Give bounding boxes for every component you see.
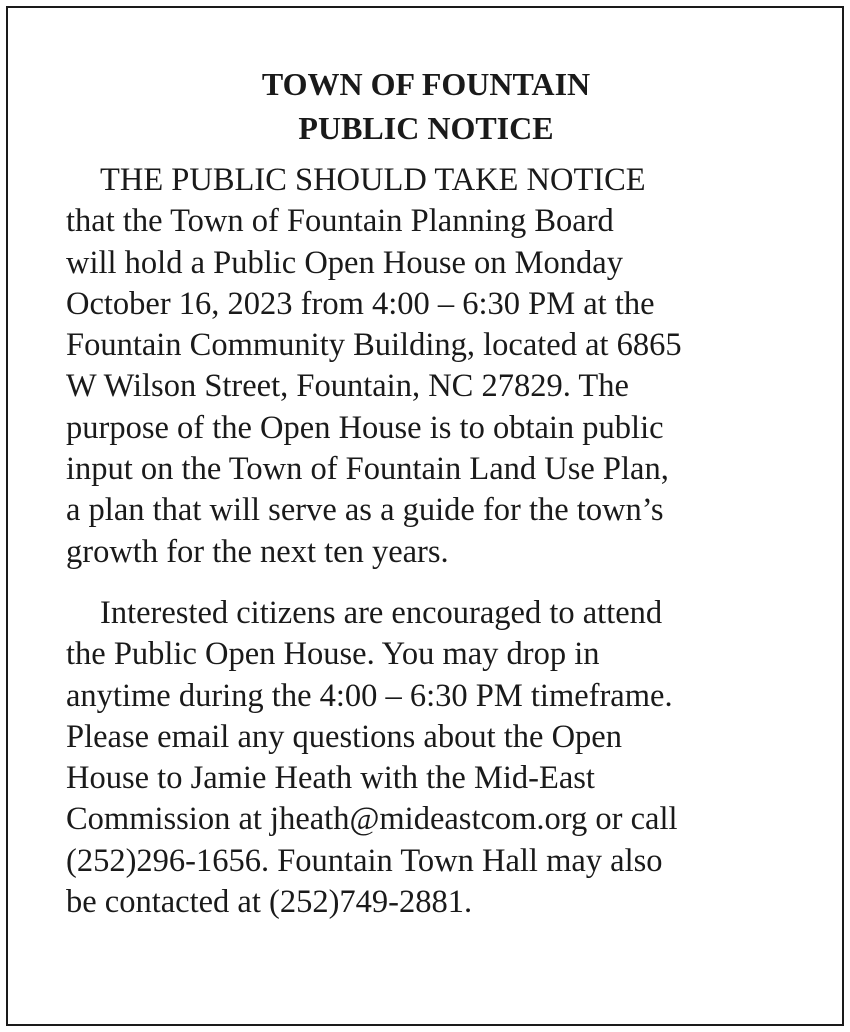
paragraph-line: input on the Town of Fountain Land Use Plan, <box>66 451 669 488</box>
title-town: TOWN OF FOUNTAIN <box>261 66 591 102</box>
paragraph-line: W Wilson Street, Fountain, NC 27829. The <box>66 368 629 405</box>
paragraph-line: a plan that will serve as a guide for the town’s <box>66 492 664 529</box>
paragraph-line: anytime during the 4:00 – 6:30 PM timeframe. <box>66 677 673 714</box>
paragraph-line: purpose of the Open House is to obtain public <box>66 409 664 446</box>
paragraph-line: Please email any questions about the Open <box>66 718 622 755</box>
paragraph-line: growth for the next ten years. <box>66 533 449 570</box>
notice-paragraph-1 <box>66 160 786 573</box>
paragraph-line: that the Town of Fountain Planning Board <box>66 203 614 240</box>
notice-paragraph-2 <box>66 593 786 923</box>
paragraph-line: the Public Open House. You may drop in <box>66 636 600 673</box>
paragraph-line: October 16, 2023 from 4:00 – 6:30 PM at the <box>66 285 655 322</box>
title-public-notice: PUBLIC NOTICE <box>298 110 554 146</box>
paragraph-line: Fountain Community Building, located at 6865 <box>66 327 682 364</box>
paragraph-line: (252)296-1656. Fountain Town Hall may also <box>66 842 663 879</box>
paragraph-line: be contacted at (252)749-2881. <box>66 884 473 921</box>
notice-title <box>66 62 786 150</box>
paragraph-line: Interested citizens are encouraged to attend <box>100 594 663 631</box>
paragraph-line: THE PUBLIC SHOULD TAKE NOTICE <box>100 162 646 198</box>
paragraph-line: House to Jamie Heath with the Mid-East <box>66 760 595 797</box>
paragraph-line: will hold a Public Open House on Monday <box>66 244 623 281</box>
public-notice <box>66 62 786 923</box>
paragraph-line: Commission at jheath@mideastcom.org or call <box>66 801 678 838</box>
